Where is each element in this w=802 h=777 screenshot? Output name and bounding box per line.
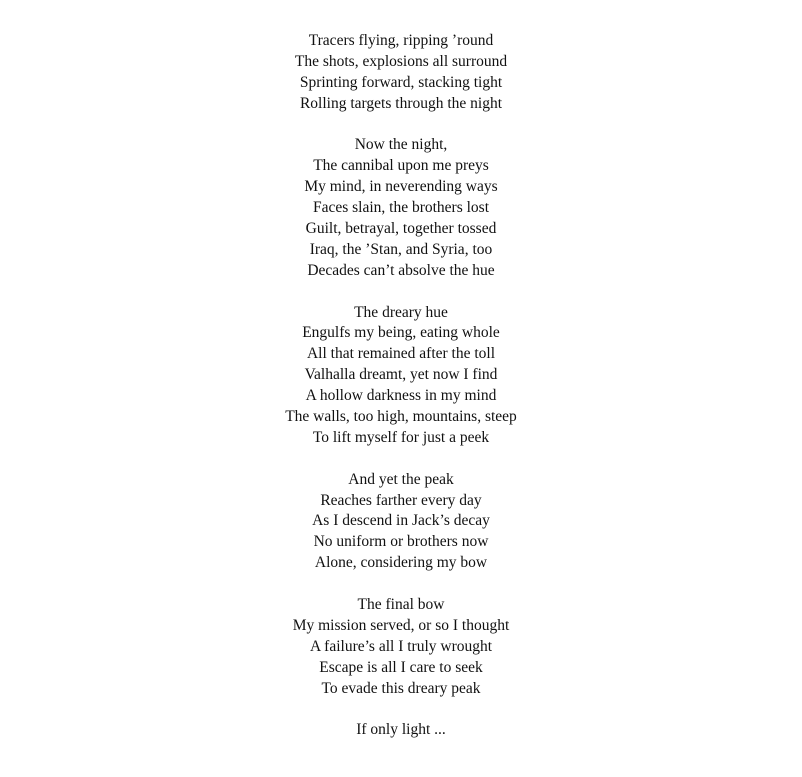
poem-line: Iraq, the ’Stan, and Syria, too	[309, 240, 493, 258]
poem-line: To lift myself for just a peek	[312, 428, 490, 446]
poem-line: The dreary hue	[354, 303, 448, 321]
poem-line: My mission served, or so I thought	[292, 616, 510, 634]
poem-line: Guilt, betrayal, together tossed	[305, 220, 497, 238]
stanza-1	[0, 31, 802, 115]
poem-line: Sprinting forward, stacking tight	[299, 73, 503, 91]
poem-line: Escape is all I care to seek	[319, 658, 483, 676]
poem-line: Tracers flying, ripping ’round	[308, 32, 494, 49]
poem-line: Faces slain, the brothers lost	[312, 199, 490, 217]
poem-line: If only light ...	[356, 721, 446, 739]
poem-line: Rolling targets through the night	[299, 94, 503, 112]
poem-line: Alone, considering my bow	[314, 554, 488, 572]
poem-line: Now the night,	[354, 136, 448, 154]
stanza-3	[0, 303, 802, 449]
poem-line: Decades can’t absolve the hue	[307, 261, 495, 279]
poem-line: The final bow	[357, 596, 445, 614]
poem-line: My mind, in neverending ways	[304, 178, 498, 196]
poem-line: And yet the peak	[348, 470, 454, 488]
poem-line: As I descend in Jack’s decay	[312, 512, 490, 530]
poem-line: A failure’s all I truly wrought	[309, 637, 493, 655]
poem-line: The walls, too high, mountains, steep	[285, 408, 517, 426]
poem-line: The shots, explosions all surround	[294, 52, 508, 70]
poem-line: Valhalla dreamt, yet now I find	[304, 366, 498, 384]
poem-line: No uniform or brothers now	[313, 533, 489, 551]
poem	[0, 31, 802, 762]
stanza-2	[0, 135, 802, 281]
poem-line: Reaches farther every day	[320, 491, 482, 509]
poem-line: To evade this dreary peak	[321, 679, 481, 697]
stanza-4	[0, 470, 802, 574]
poem-line: The cannibal upon me preys	[313, 157, 489, 175]
poem-line: A hollow darkness in my mind	[305, 387, 497, 405]
stanza-5	[0, 595, 802, 699]
poem-line: All that remained after the toll	[306, 345, 496, 363]
poem-line: Engulfs my being, eating whole	[302, 324, 500, 342]
stanza-6	[0, 720, 802, 741]
